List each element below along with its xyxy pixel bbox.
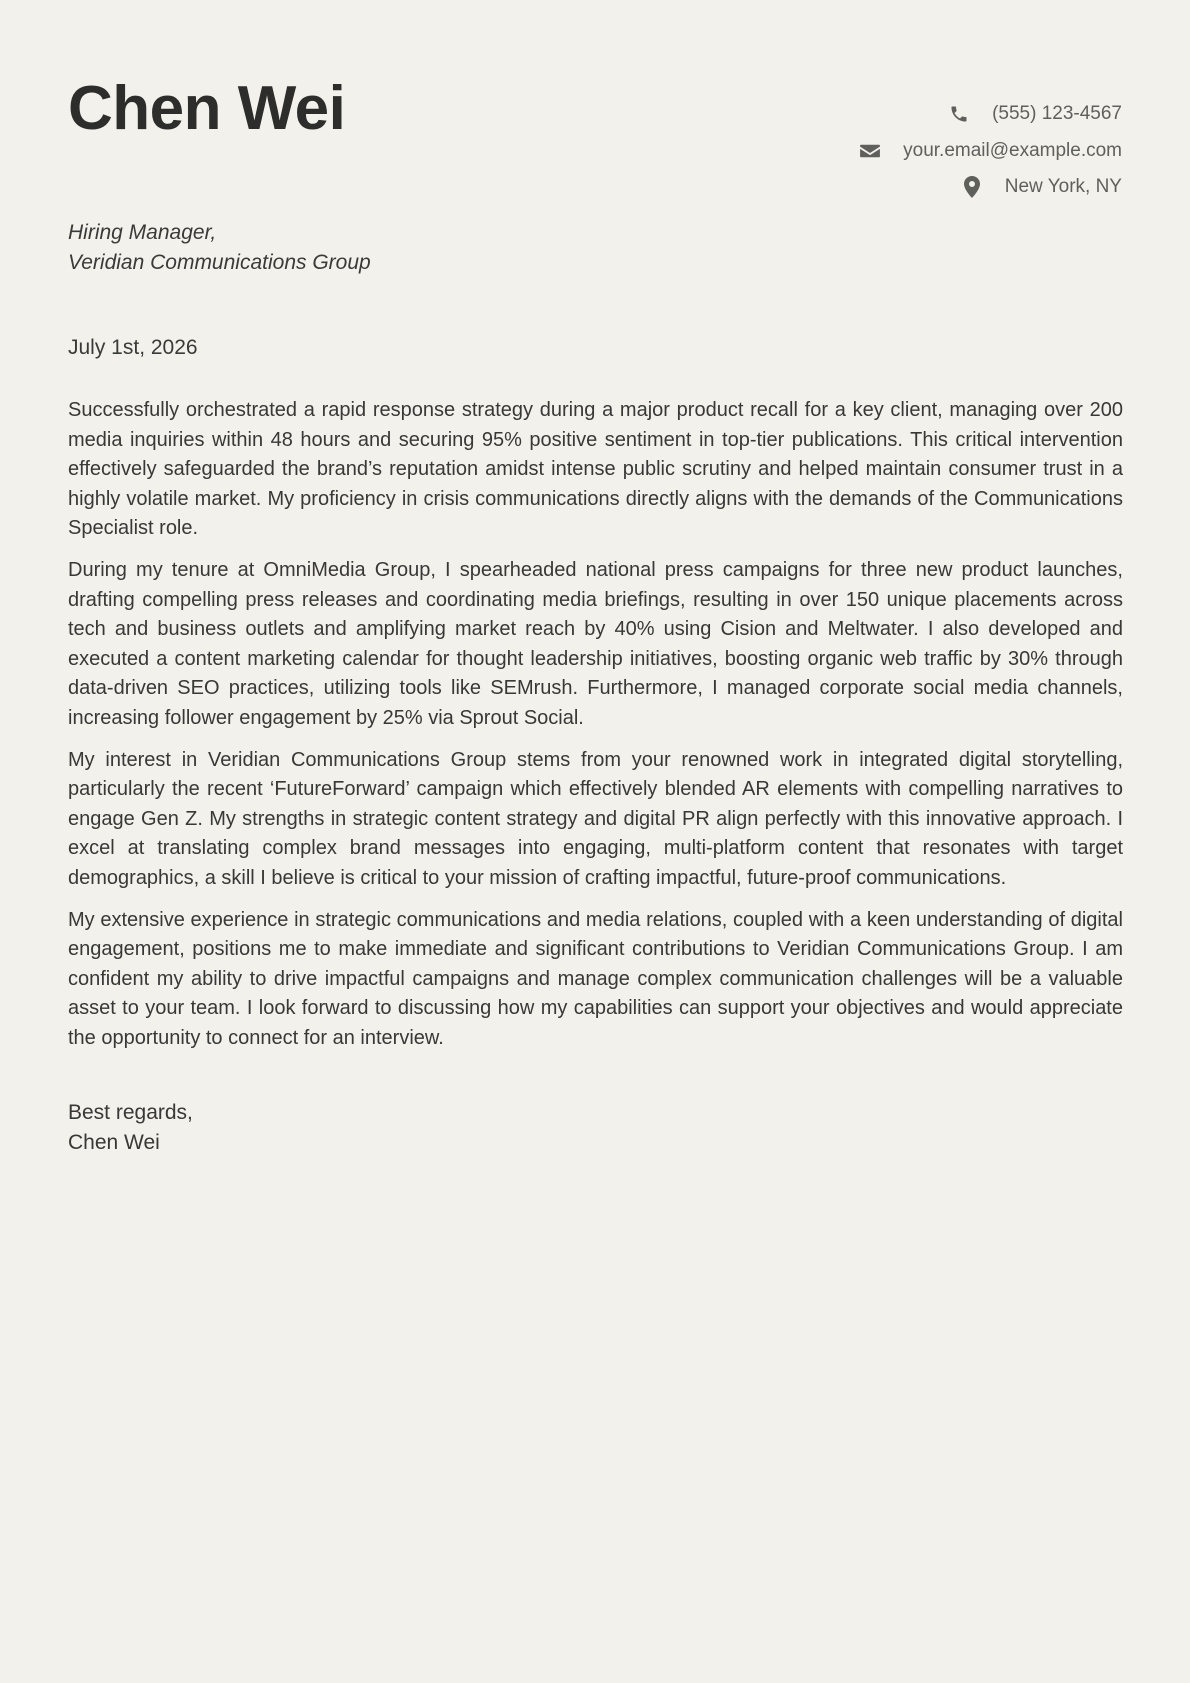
closing-signature: Chen Wei — [68, 1130, 160, 1154]
body-paragraph: My interest in Veridian Communications Group stems from your renowned work in integrated digital storytelling, particularly the recent ‘FutureForward’ campaign which effectively blended AR elements with compelling narratives to engage Gen Z. My strengths in strategic content strategy and digital PR align perfectly with this innovative approach. I excel at translating complex brand messages into engaging, multi-platform content that resonates with target demographics, a skill I believe is critical to your mission of crafting impactful, future-proof communications. — [68, 748, 1123, 889]
envelope-icon — [859, 140, 881, 162]
contact-location: New York, NY — [1004, 176, 1122, 198]
letter-date: July 1st, 2026 — [68, 336, 198, 359]
contact-location-row — [859, 169, 1122, 206]
phone-icon — [948, 103, 970, 125]
closing-salutation: Best regards, — [68, 1101, 193, 1124]
letter-body — [68, 396, 1123, 1065]
contact-email[interactable]: your.email@example.com — [903, 139, 1122, 161]
letter-closing — [68, 1098, 193, 1157]
recipient-block — [68, 218, 371, 278]
body-paragraph: Successfully orchestrated a rapid response strategy during a major product recall for a key client, managing over 200 media inquiries within 48 hours and securing 95% positive sentiment in top-tier publications. This critical intervention effectively safeguarded the brand’s reputation amidst intense public scrutiny and helped maintain consumer trust in a highly volatile market. My proficiency in crisis communications directly aligns with the demands of the Communications Specialist role. — [68, 399, 1123, 540]
body-paragraph: During my tenure at OmniMedia Group, I spearheaded national press campaigns for three new product launches, drafting compelling press releases and coordinating media briefings, resulting in over 150 unique placements across tech and business outlets and amplifying market reach by 40% using Cision and Meltwater. I also developed and executed a content marketing calendar for thought leadership initiatives, boosting organic web traffic by 30% through data-driven SEO practices, utilizing tools like SEMrush. Furthermore, I managed corporate social media channels, increasing follower engagement by 25% via Sprout Social. — [68, 558, 1123, 729]
letter-header — [68, 0, 1122, 210]
contact-phone: (555) 123-4567 — [992, 103, 1122, 125]
recipient-company: Veridian Communications Group — [68, 251, 371, 274]
map-pin-icon — [961, 176, 983, 198]
contact-block — [859, 96, 1122, 206]
applicant-name: Chen Wei — [68, 74, 346, 143]
recipient-title: Hiring Manager, — [68, 221, 217, 244]
contact-phone-row — [859, 96, 1122, 133]
body-paragraph: My extensive experience in strategic communications and media relations, coupled with a keen understanding of digital engagement, positions me to make immediate and significant contributions to Veridian Communications Group. I am confident my ability to drive impactful campaigns and manage complex communication challenges will be a valuable asset to your team. I look forward to discussing how my capabilities can support your objectives and would appreciate the opportunity to connect for an interview. — [68, 908, 1123, 1049]
contact-email-row — [859, 133, 1122, 170]
